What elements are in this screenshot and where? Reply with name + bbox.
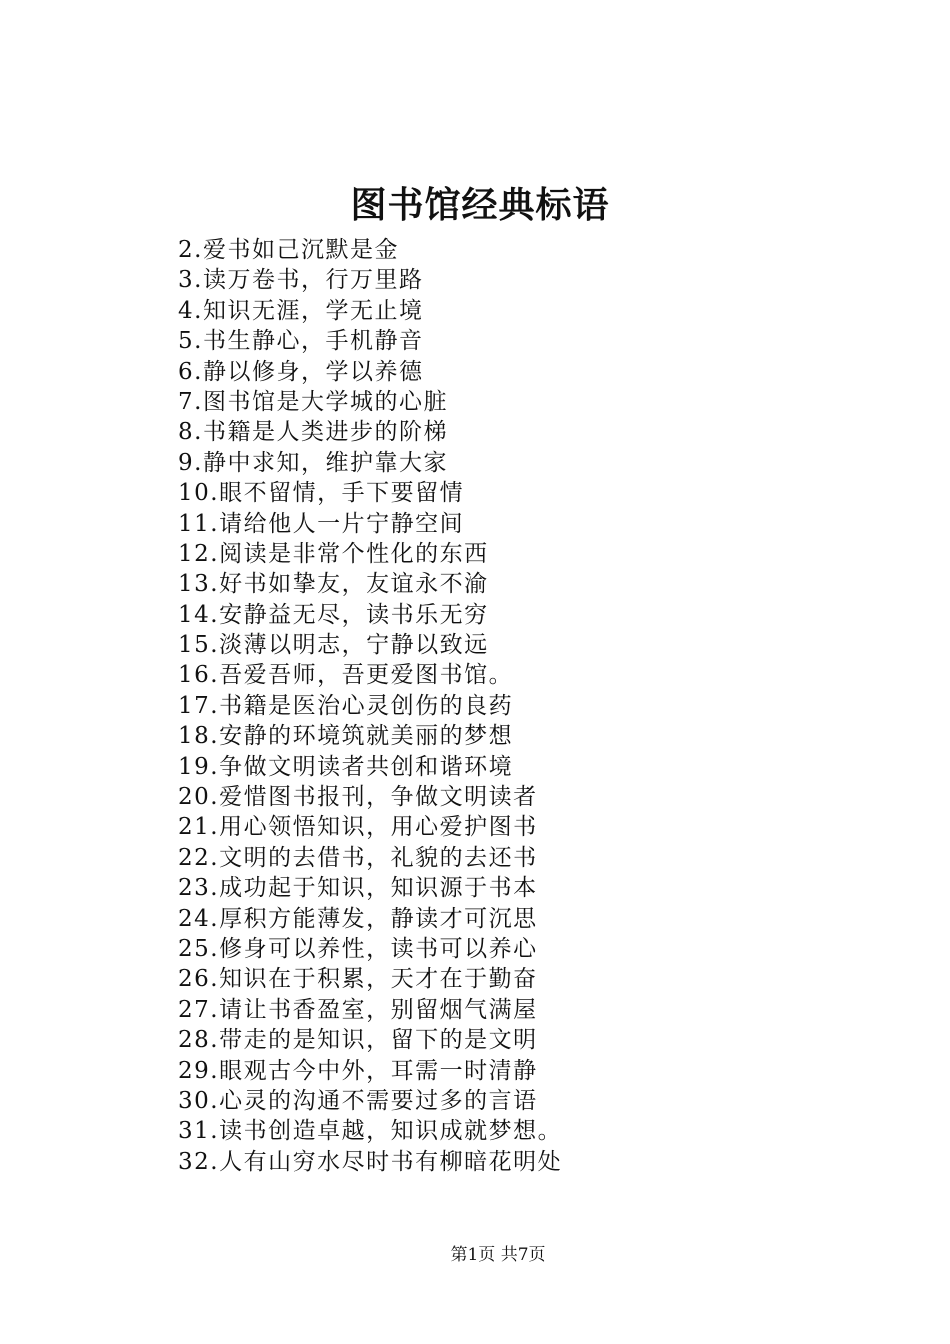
slogan-item: 17.书籍是医治心灵创伤的良药 — [178, 692, 514, 719]
slogan-item: 2.爱书如己沉默是金 — [178, 237, 399, 263]
slogan-item: 4.知识无涯，学无止境 — [178, 297, 424, 324]
slogan-item: 27.请让书香盈室，别留烟气满屋 — [178, 996, 538, 1023]
page-number-footer: 第1页 共7页 — [450, 1245, 546, 1265]
slogan-item: 22.文明的去借书，礼貌的去还书 — [178, 844, 538, 871]
slogan-item: 30.心灵的沟通不需要过多的言语 — [178, 1087, 538, 1114]
slogan-item: 14.安静益无尽，读书乐无穷 — [178, 601, 489, 628]
slogan-list — [178, 235, 562, 1177]
slogan-item: 20.爱惜图书报刊，争做文明读者 — [178, 784, 538, 811]
slogan-item: 21.用心领悟知识，用心爱护图书 — [178, 814, 538, 841]
page-title: 图书馆经典标语 — [350, 184, 610, 226]
slogan-item: 11.请给他人一片宁静空间 — [178, 510, 465, 537]
slogan-item: 29.眼观古今中外，耳需一时清静 — [178, 1057, 538, 1084]
slogan-item: 10.眼不留情，手下要留情 — [178, 480, 465, 507]
slogan-item: 25.修身可以养性，读书可以养心 — [178, 935, 538, 962]
slogan-item: 32.人有山穷水尽时书有柳暗花明处 — [178, 1148, 563, 1175]
slogan-item: 19.争做文明读者共创和谐环境 — [178, 753, 514, 780]
slogan-item: 7.图书馆是大学城的心脏 — [178, 388, 448, 415]
slogan-item: 12.阅读是非常个性化的东西 — [178, 540, 489, 567]
slogan-item: 18.安静的环境筑就美丽的梦想 — [178, 723, 514, 750]
slogan-item: 8.书籍是人类进步的阶梯 — [178, 419, 448, 446]
slogan-item: 3.读万卷书，行万里路 — [178, 267, 424, 294]
slogan-item: 31.读书创造卓越，知识成就梦想。 — [178, 1118, 563, 1145]
slogan-item: 23.成功起于知识，知识源于书本 — [178, 875, 538, 902]
slogan-item: 6.静以修身，学以养德 — [178, 358, 424, 385]
slogan-item: 28.带走的是知识，留下的是文明 — [178, 1027, 538, 1054]
slogan-item: 16.吾爱吾师，吾更爱图书馆。 — [178, 662, 514, 689]
slogan-item: 13.好书如挚友，友谊永不渝 — [178, 571, 489, 598]
slogan-item: 24.厚积方能薄发，静读才可沉思 — [178, 905, 538, 932]
slogan-item: 26.知识在于积累，天才在于勤奋 — [178, 966, 538, 993]
slogan-item: 15.淡薄以明志，宁静以致远 — [178, 632, 489, 659]
slogan-item: 5.书生静心，手机静音 — [178, 328, 424, 355]
slogan-item: 9.静中求知，维护靠大家 — [178, 449, 448, 476]
